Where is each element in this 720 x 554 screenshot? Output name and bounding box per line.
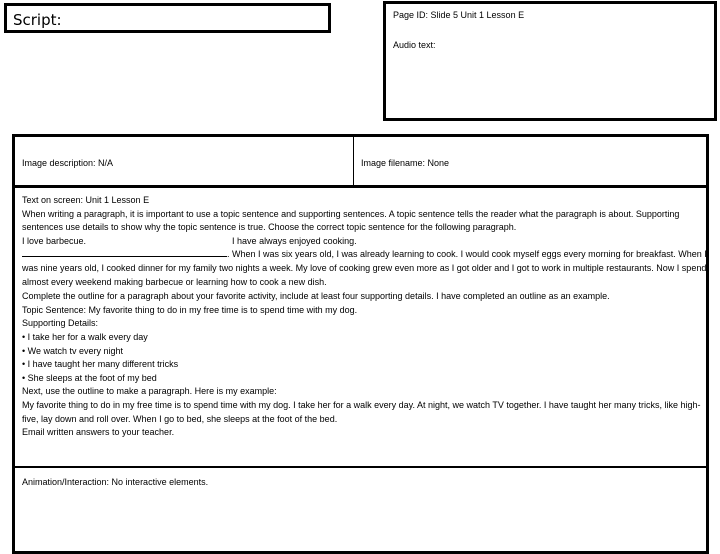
blank-paragraph-row xyxy=(22,248,708,289)
screen-text xyxy=(22,194,708,440)
blank-paragraph: . When I was six years old, I was already learning to cook. I would cook myself eggs every morning for breakfast. When I was nine years old, I cooked dinner for my family two nights a week. My love of cooking grew even more as I got older and I got to work in multiple restaurants. Now I spend almost every weekend making barbecue or learning how to cook a new dish. xyxy=(22,249,707,287)
page-id: Page ID: Slide 5 Unit 1 Lesson E xyxy=(393,10,525,20)
script-label: Script: xyxy=(13,11,62,29)
intro-paragraph: When writing a paragraph, it is important to use a topic sentence and supporting sentences. A topic sentence tells the reader what the paragraph is about. Supporting sentences use details to show why the topic sentence is true. Choose the correct topic sentence for the following paragraph. xyxy=(22,208,680,233)
detail-item: • She sleeps at the foot of my bed xyxy=(22,372,157,383)
main-content-box xyxy=(12,134,709,554)
next-instruction: Next, use the outline to make a paragraph. Here is my example: xyxy=(22,386,277,397)
page-info-box xyxy=(383,1,717,121)
outline-instruction: Complete the outline for a paragraph about your favorite activity, include at least four supporting details. I have completed an outline as an example. xyxy=(22,291,610,302)
example-paragraph: My favorite thing to do in my free time is to spend time with my dog. I take her for a walk every day. At night, we watch TV together. I have taught her many tricks, like high-five, lay down and roll over. When I go to bed, she sleeps at the foot of the bed. xyxy=(22,399,701,424)
detail-item: • I have taught her many different tricks xyxy=(22,359,179,370)
detail-item: • I take her for a walk every day xyxy=(22,331,148,342)
image-filename: Image filename: None xyxy=(361,158,450,168)
image-description: Image description: N/A xyxy=(22,158,114,168)
section-divider xyxy=(15,466,706,468)
text-on-screen-heading: Text on screen: Unit 1 Lesson E xyxy=(22,195,150,205)
supporting-label: Supporting Details: xyxy=(22,318,99,329)
animation-interaction: Animation/Interaction: No interactive elements. xyxy=(22,477,209,487)
script-box xyxy=(4,3,331,33)
blank-line xyxy=(22,248,227,257)
image-info-row xyxy=(15,137,706,188)
audio-text-label: Audio text: xyxy=(393,40,436,50)
topic-sentence: Topic Sentence: My favorite thing to do in my free time is to spend time with my dog. xyxy=(22,304,358,315)
choice-row xyxy=(22,235,708,249)
detail-item: • We watch tv every night xyxy=(22,345,124,356)
column-divider xyxy=(353,137,354,185)
choice-b: I have always enjoyed cooking. xyxy=(232,235,357,246)
choice-a: I love barbecue. xyxy=(22,235,87,246)
email-line: Email written answers to your teacher. xyxy=(22,427,175,438)
